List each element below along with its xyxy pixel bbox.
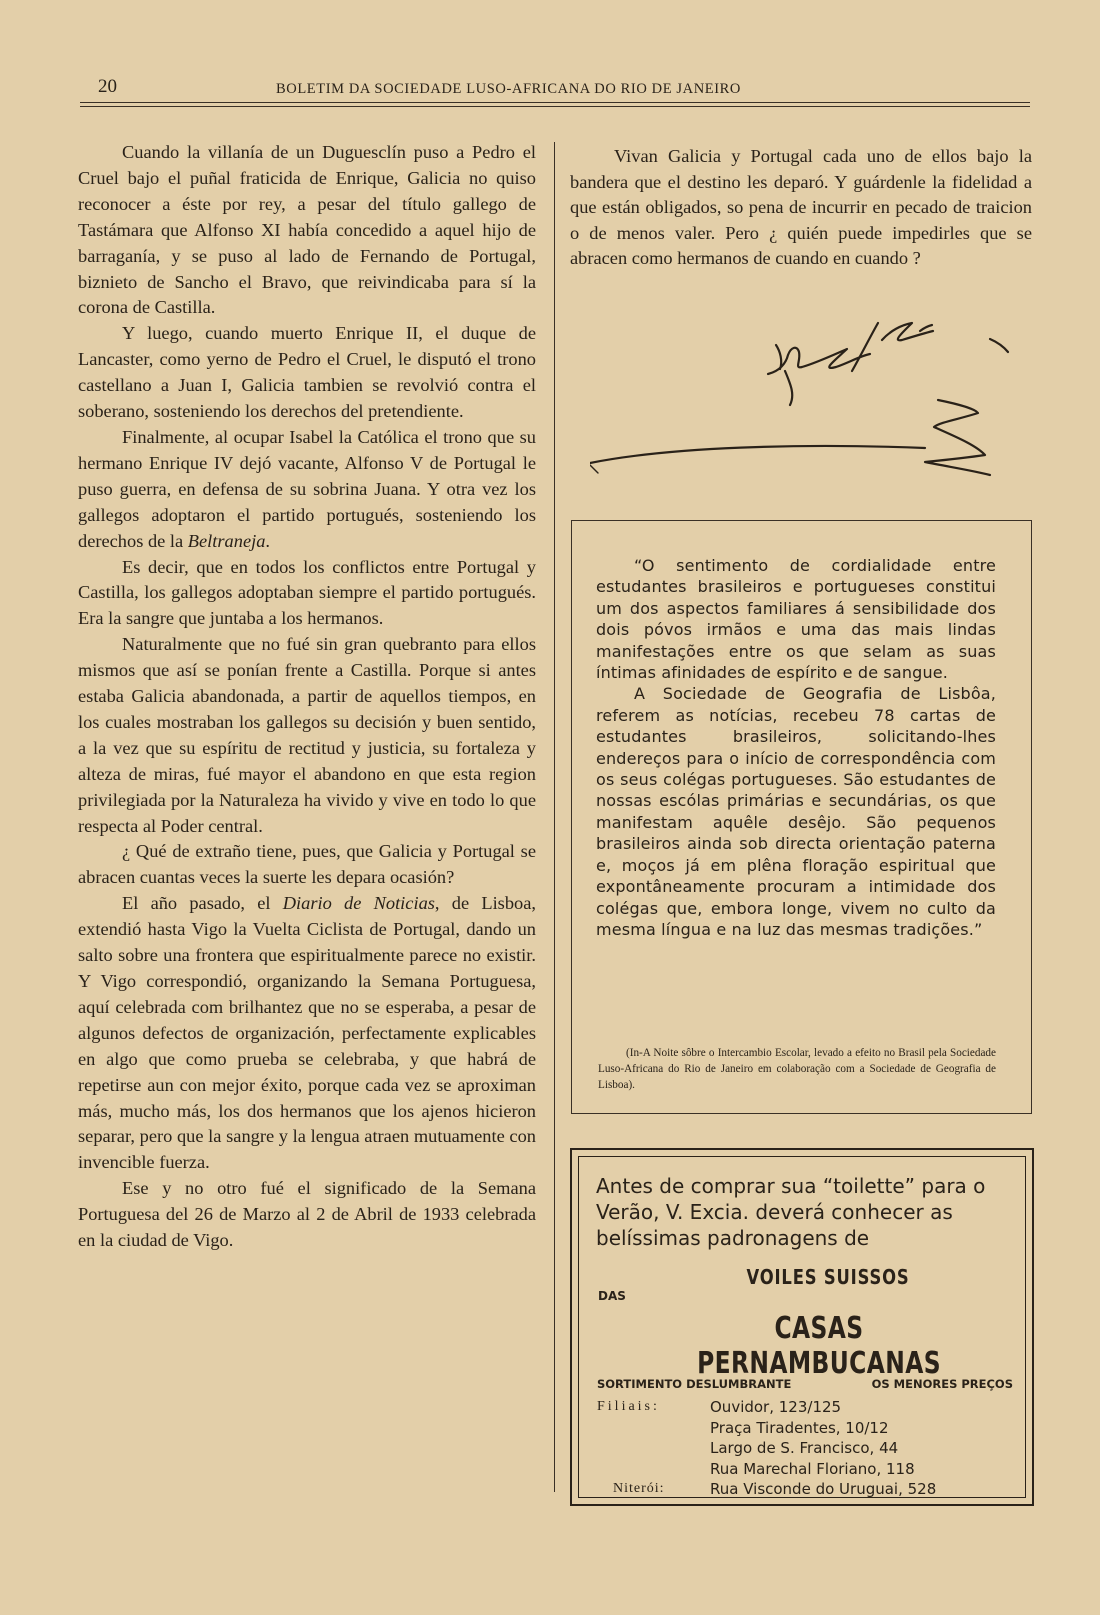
italic-term: Beltraneja xyxy=(187,530,266,551)
paragraph: Naturalmente que no fué sin gran quebranto para ellos mismos que así se ponían frente a Castilla. Porque si antes estaba Galicia abandonada, a partir de aquellos tiempos, en los cuales mostraban los gallegos su decisión y buen sentido, a la vez que su espíritu de rectitud y justicia, su fortaleza y alteza de miras, fué mayor el abandono en que esta region privilegiada por la Naturaleza ha vivido y vive en todo lo que respecta al Poder central. xyxy=(78,634,536,836)
branch-address: Rua Visconde do Uruguai, 528 xyxy=(710,1480,937,1498)
left-column xyxy=(78,140,536,1254)
paragraph xyxy=(78,425,536,555)
paragraph: Es decir, que en todos los conflictos entre Portugal y Castilla, los gallegos adoptaban siempre el partido portugués. Era la sangre que juntaba a los hermanos. xyxy=(78,556,536,629)
quote-text xyxy=(596,555,996,940)
right-column-text xyxy=(570,144,1032,272)
ad-address-row xyxy=(597,1459,1017,1480)
niteroi-label: Niterói: xyxy=(613,1481,665,1496)
column-divider xyxy=(554,142,555,1492)
ad-tagline-left: SORTIMENTO DESLUMBRANTE xyxy=(597,1377,792,1391)
signature-flourish xyxy=(590,305,1030,490)
paragraph: Y luego, cuando muerto Enrique II, el duque de Lancaster, como yerno de Pedro el Cruel, le disputó el trono castellano a Juan I, Galicia tambien se revolvió contra el soberano, sosteniendo los derechos del pretendiente. xyxy=(78,323,536,422)
ad-intro: Antes de comprar sua “toilette” para o Verão, V. Excia. deverá conhecer as belíssimas padronagens de xyxy=(596,1174,986,1250)
running-head: BOLETIM DA SOCIEDADE LUSO-AFRICANA DO RIO DE JANEIRO xyxy=(276,81,741,97)
paragraph xyxy=(78,891,536,1176)
paragraph: ¿ Qué de extraño tiene, pues, que Galicia y Portugal se abracen cuantas veces la suerte les depara ocasión? xyxy=(78,841,536,888)
filiais-label: Filiais: xyxy=(597,1399,660,1414)
advertisement xyxy=(570,1148,1034,1506)
ad-address-row xyxy=(597,1418,1017,1439)
paragraph-text-rest: , de Lisboa, extendió hasta Vigo la Vuelta Ciclista de Portugal, dando un salto sobre una frontera que espiritualmente parece no existir. Y Vigo correspondió, organizando la Semana Portuguesa, aquí celebrada com brilhantez que no se esperaba, a pesar de algunos defectos de organización, perfectamente explicables en algo que como prueba se celebraba, y que habrá de repetirse aun con mejor éxito, porque cada vez se aproximan más, mucho más, los dos hermanos que los ajenos hicieron separar, pero que la sangre y la lengua atraen mutuamente con invencible fuerza. xyxy=(78,893,536,1173)
ad-address-row xyxy=(597,1438,1017,1459)
branch-address: Largo de S. Francisco, 44 xyxy=(710,1439,899,1457)
quote-source: (In-A Noite sôbre o Intercambio Escolar, levado a efeito no Brasil pela Sociedade Luso-Africana do Rio de Janeiro em colaboração com a Sociedade de Geografia de Lisboa). xyxy=(598,1047,996,1091)
ad-das: DAS xyxy=(598,1289,626,1303)
ad-inner-frame xyxy=(578,1156,1026,1498)
ad-address-row xyxy=(597,1397,1017,1418)
ad-tagline-right: OS MENORES PREÇOS xyxy=(871,1377,1013,1391)
paragraph-text: Finalmente, al ocupar Isabel la Católica el trono que su hermano Enrique IV dejó vacante, Alfonso V de Portugal le puso guerra, en defensa de su sobrina Juana. Y otra vez los gallegos adoptaron el partido portugués, sosteniendo los derechos de la xyxy=(78,426,536,551)
page-header xyxy=(80,76,1030,102)
branch-address: Ouvidor, 123/125 xyxy=(710,1398,842,1416)
ad-brand: CASAS PERNAMBUCANAS xyxy=(697,1311,941,1381)
paragraph-text: El año pasado, el xyxy=(122,893,283,914)
quote-paragraph: A Sociedade de Geografia de Lisbôa, referem as notícias, recebeu 78 cartas de estudantes brasileiros, solicitando-lhes endereços para o início de correspondência com os seus colégas portugueses. São estudantes de nossas escólas primárias e secundárias, os que manifestam aquêle desêjo. São pequenos brasileiros ainda sob directa orientação paterna e, moços já em plêna floração espiritual que expontâneamente procuram a intimidade dos colégas que, embora longe, vivem no culto da mesma língua e na luz das mesmas tradições.” xyxy=(596,684,996,939)
header-rule xyxy=(80,102,1030,103)
paragraph-end: . xyxy=(265,530,271,551)
ad-address-list xyxy=(597,1397,1017,1500)
quote-box xyxy=(571,520,1032,1114)
quote-paragraph: “O sentimento de cordialidade entre estudantes brasileiros e portugueses constitui um dos aspectos familiares á sensibilidade dos dois póvos irmãos e uma das mais lindas manifestações entre os que selam as suas íntimas afinidades de espírito e de sangue. xyxy=(596,556,996,683)
ad-address-row xyxy=(597,1479,1017,1500)
page-number: 20 xyxy=(98,76,117,97)
branch-address: Praça Tiradentes, 10/12 xyxy=(710,1418,889,1437)
ad-product: VOILES SUISSOS xyxy=(746,1265,910,1289)
header-rule-thin xyxy=(80,106,1030,107)
paragraph: Vivan Galicia y Portugal cada uno de ellos bajo la bandera que el destino les deparó. Y guárdenle la fidelidad a que están obligados, so pena de incurrir en pecado de traicion o de menos valer. Pero ¿ quién puede impedirles que se abracen como hermanos de cuando en cuando ? xyxy=(570,146,1032,268)
paragraph: Ese y no otro fué el significado de la Semana Portuguesa del 26 de Marzo al 2 de Abril de 1933 celebrada en la ciudad de Vigo. xyxy=(78,1178,536,1251)
branch-address: Rua Marechal Floriano, 118 xyxy=(710,1459,915,1478)
paragraph: Cuando la villanía de un Duguesclín puso a Pedro el Cruel bajo el puñal fraticida de Enrique, Galicia no quiso reconocer a éste por rey, a pesar del título gallego de Tastámara que Alfonso XI había concedido a aquel hijo de barraganía, y se puso al lado de Fernando de Portugal, biznieto de Sancho el Bravo, que reivindicaba para sí la corona de Castilla. xyxy=(78,142,536,318)
newspaper-title: Diario de Noticias xyxy=(282,893,435,914)
